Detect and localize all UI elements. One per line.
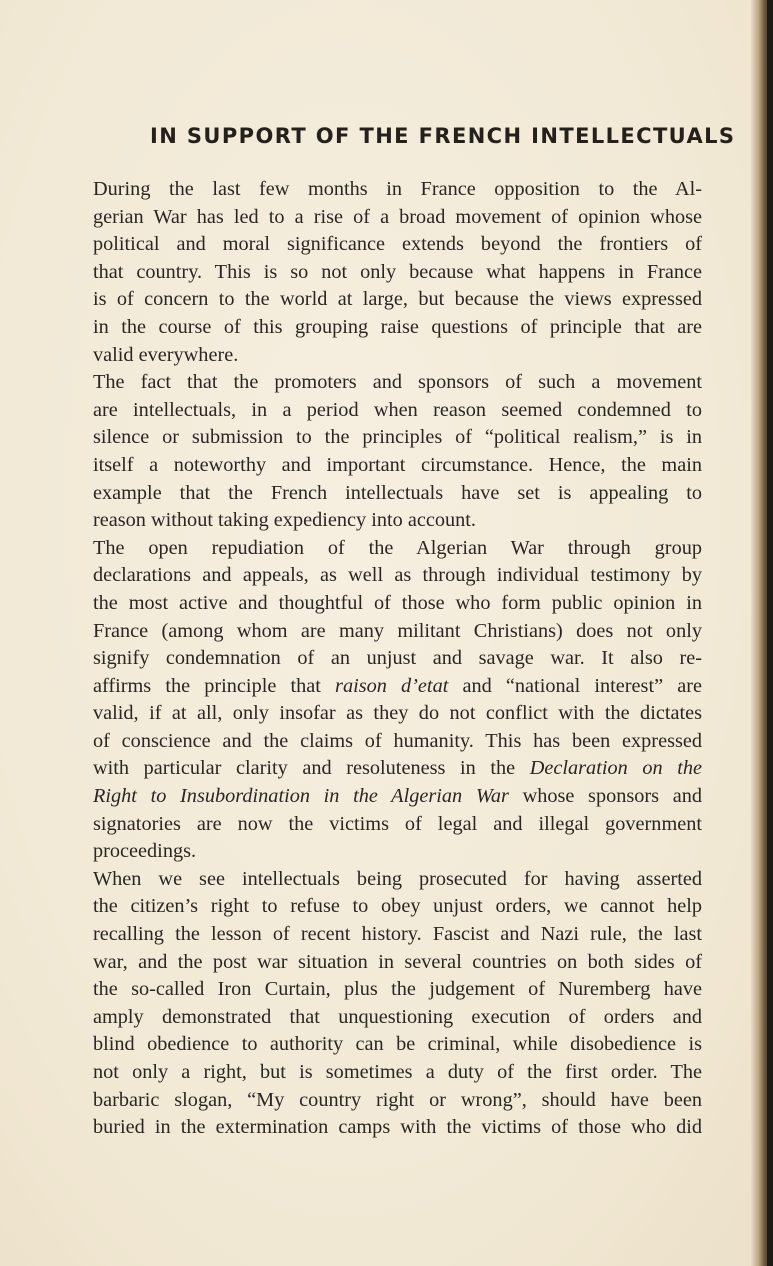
text-line <box>48 259 702 287</box>
text-run: silence or submission to the principles of “political realism,” is in <box>93 426 702 449</box>
article-body <box>48 176 702 1142</box>
text-line <box>48 342 702 370</box>
paragraph <box>48 866 702 1142</box>
text-line <box>48 1004 702 1032</box>
text-line <box>48 949 702 977</box>
text-line <box>48 700 702 728</box>
text-run: and “national interest” are <box>448 674 702 697</box>
text-run: of conscience and the claims of humanity. This has been expressed <box>93 729 702 752</box>
text-line <box>48 369 702 397</box>
text-run: in the course of this grouping raise questions of principle that are <box>93 315 702 338</box>
text-line <box>48 866 702 894</box>
text-line <box>48 231 702 259</box>
text-line <box>48 507 702 535</box>
text-run: the so-called Iron Curtain, plus the judgement of Nuremberg have <box>93 978 702 1001</box>
text-run: reason without taking expediency into account. <box>93 509 476 532</box>
text-run: the citizen’s right to refuse to obey unjust orders, we cannot help <box>93 895 702 918</box>
text-line <box>48 645 702 673</box>
text-run: gerian War has led to a rise of a broad movement of opinion whose <box>93 205 702 228</box>
text-line <box>48 176 702 204</box>
text-run: itself a noteworthy and important circumstance. Hence, the main <box>93 453 702 476</box>
text-line <box>48 424 702 452</box>
text-run: not only a right, but is sometimes a duty of the first order. The <box>93 1061 702 1083</box>
text-line <box>48 838 702 866</box>
text-run: are intellectuals, in a period when reason seemed condemned to <box>93 398 702 421</box>
page-title: IN SUPPORT OF THE FRENCH INTELLECTUALS <box>150 124 736 148</box>
text-run: proceedings. <box>93 840 197 863</box>
text-line <box>48 590 702 618</box>
text-run: war, and the post war situation in several countries on both sides of <box>93 950 702 973</box>
text-line <box>48 1059 702 1087</box>
text-run: amply demonstrated that unquestioning execution of orders and <box>93 1005 702 1028</box>
text-run: whose sponsors and <box>508 785 703 808</box>
text-run: declarations and appeals, as well as through individual testimony by <box>93 564 702 587</box>
text-line <box>48 976 702 1004</box>
text-line <box>48 286 702 314</box>
text-run: recalling the lesson of recent history. Fascist and Nazi rule, the last <box>93 923 702 946</box>
text-line <box>48 728 702 756</box>
text-line <box>48 811 702 839</box>
paragraph <box>48 369 702 535</box>
text-run: is of concern to the world at large, but because the views expressed <box>93 288 702 311</box>
text-run: When we see intellectuals being prosecuted for having asserted <box>93 867 702 890</box>
text-line <box>48 562 702 590</box>
text-run: During the last few months in France opposition to the Al- <box>93 178 702 200</box>
text-run: The fact that the promoters and sponsors of such a movement <box>93 371 702 394</box>
text-line <box>48 1031 702 1059</box>
text-run: signify condemnation of an unjust and savage war. It also re- <box>93 647 702 670</box>
text-run: with particular clarity and resoluteness in the <box>93 757 530 780</box>
text-run: affirms the principle that <box>93 674 336 697</box>
text-line <box>48 1114 702 1142</box>
text-run: the most active and thoughtful of those who form public opinion in <box>93 591 702 614</box>
text-line <box>48 1087 702 1115</box>
text-line <box>48 204 702 232</box>
text-line <box>48 921 702 949</box>
text-line <box>48 673 702 701</box>
text-line <box>48 783 702 811</box>
text-run: valid, if at all, only insofar as they do not conflict with the dictates <box>93 702 702 725</box>
book-spine-edge <box>767 0 773 1266</box>
text-run: buried in the extermination camps with the victims of those who did <box>93 1116 702 1139</box>
italic-text: Declaration on the <box>529 757 703 780</box>
text-run: that country. This is so not only because what happens in France <box>93 260 702 283</box>
italic-text: raison d’etat <box>335 674 449 697</box>
text-run: France (among whom are many militant Christians) does not only <box>93 619 702 642</box>
text-line <box>48 755 702 783</box>
text-line <box>48 314 702 342</box>
text-run: political and moral significance extends beyond the frontiers of <box>93 233 702 256</box>
text-line <box>48 535 702 563</box>
text-run: blind obedience to authority can be criminal, while disobedience is <box>93 1033 702 1056</box>
text-run: barbaric slogan, “My country right or wrong”, should have been <box>93 1088 702 1111</box>
text-run: example that the French intellectuals have set is appealing to <box>93 481 702 504</box>
text-line <box>48 893 702 921</box>
text-run: valid everywhere. <box>93 343 239 366</box>
text-line <box>48 397 702 425</box>
italic-text: Right to Insubordination in the Algerian War <box>93 785 509 808</box>
paragraph <box>48 176 702 369</box>
text-line <box>48 618 702 646</box>
text-line <box>48 480 702 508</box>
paragraph <box>48 535 702 866</box>
text-line <box>48 452 702 480</box>
text-run: signatories are now the victims of legal and illegal government <box>93 812 702 835</box>
text-run: The open repudiation of the Algerian War through group <box>93 536 702 559</box>
